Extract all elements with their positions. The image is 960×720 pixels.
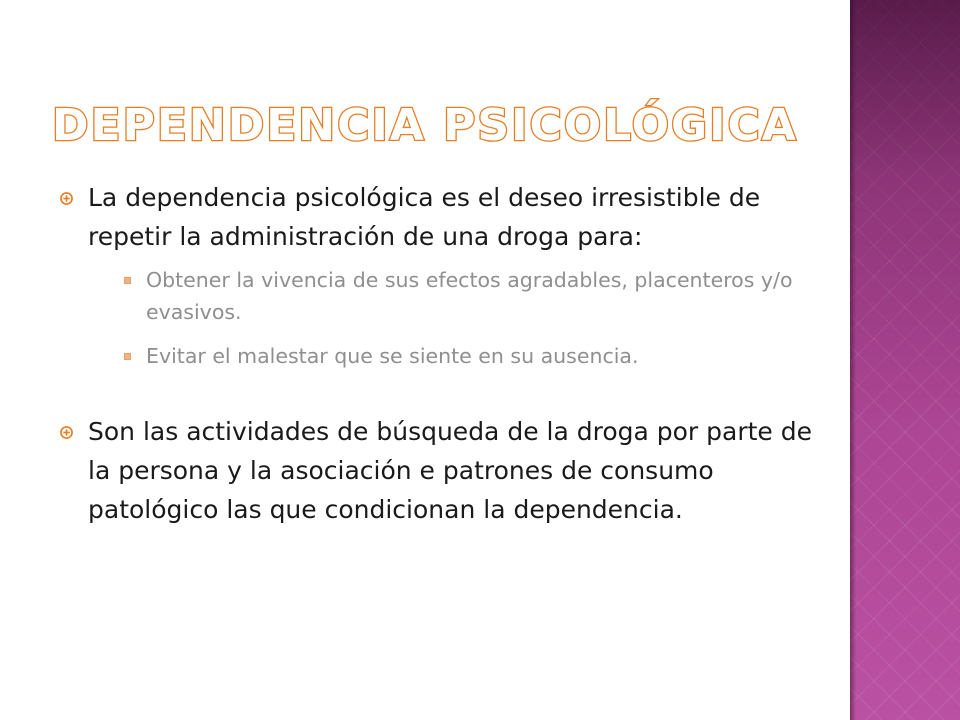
slide-title: DEPENDENCIA PSICOLÓGICA: [52, 100, 798, 151]
sub-bullet-item-2: [88, 340, 816, 372]
circle-plus-icon: [60, 426, 73, 439]
decorative-side-band: [850, 0, 960, 720]
sub-bullet-list: [88, 264, 816, 372]
slide-content: [56, 178, 816, 529]
bullet-text: La dependencia psicológica es el deseo irresistible de repetir la administración de una droga para:: [88, 183, 761, 251]
side-band-shadow: [850, 0, 856, 720]
sub-bullet-text: Evitar el malestar que se siente en su ausencia.: [146, 344, 639, 368]
spacer: [56, 384, 816, 412]
sub-bullet-text: Obtener la vivencia de sus efectos agradables, placenteros y/o evasivos.: [146, 268, 793, 324]
sub-bullet-item-1: [88, 264, 816, 328]
circle-plus-icon: [60, 192, 73, 205]
square-icon: [124, 277, 131, 284]
square-icon: [124, 353, 131, 360]
bullet-text: Son las actividades de búsqueda de la droga por parte de la persona y la asociación e patrones de consumo patológico las que condicionan la dependencia.: [88, 417, 812, 524]
slide-title-container: [40, 78, 830, 158]
bullet-item-2: [56, 412, 816, 529]
bullet-item-1: [56, 178, 816, 372]
